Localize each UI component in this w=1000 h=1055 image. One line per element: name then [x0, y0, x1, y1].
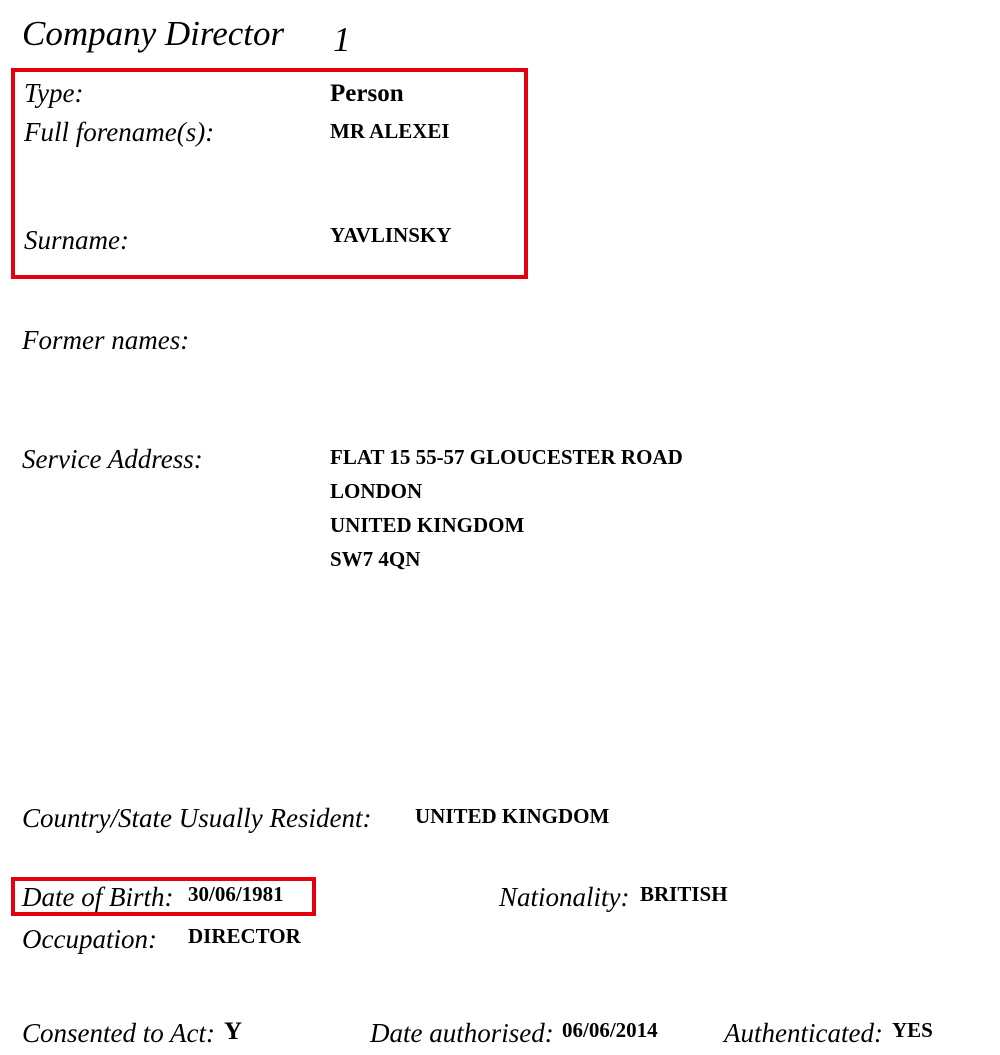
residence-label: Country/State Usually Resident:	[22, 803, 372, 833]
type-value: Person	[330, 80, 404, 107]
surname-value: YAVLINSKY	[330, 223, 452, 247]
consent-value: Y	[224, 1018, 243, 1045]
authenticated-label: Authenticated:	[724, 1018, 883, 1048]
authorised-value: 06/06/2014	[562, 1018, 658, 1042]
former-names-label: Former names:	[22, 325, 190, 355]
address-line: UNITED KINGDOM	[330, 513, 525, 537]
type-label: Type:	[24, 78, 84, 108]
nationality-label: Nationality:	[499, 882, 630, 912]
address-line: SW7 4QN	[330, 547, 421, 571]
nationality-value: BRITISH	[640, 882, 728, 906]
consent-label: Consented to Act:	[22, 1018, 215, 1048]
page-title: Company Director	[22, 14, 285, 53]
service-address-block	[330, 440, 683, 576]
occupation-label: Occupation:	[22, 924, 157, 954]
birth-value: 30/06/1981	[188, 882, 284, 906]
address-line: FLAT 15 55-57 GLOUCESTER ROAD	[330, 445, 683, 469]
authenticated-value: YES	[892, 1018, 933, 1042]
address-line: LONDON	[330, 479, 423, 503]
occupation-value: DIRECTOR	[188, 924, 301, 948]
authorised-label: Date authorised:	[370, 1018, 554, 1048]
forename-value: MR ALEXEI	[330, 119, 450, 143]
birth-label: Date of Birth:	[22, 882, 174, 912]
director-number: 1	[333, 20, 351, 59]
forename-label: Full forename(s):	[24, 117, 215, 147]
service-address-label: Service Address:	[22, 444, 203, 474]
residence-value: UNITED KINGDOM	[415, 804, 610, 828]
surname-label: Surname:	[24, 225, 129, 255]
